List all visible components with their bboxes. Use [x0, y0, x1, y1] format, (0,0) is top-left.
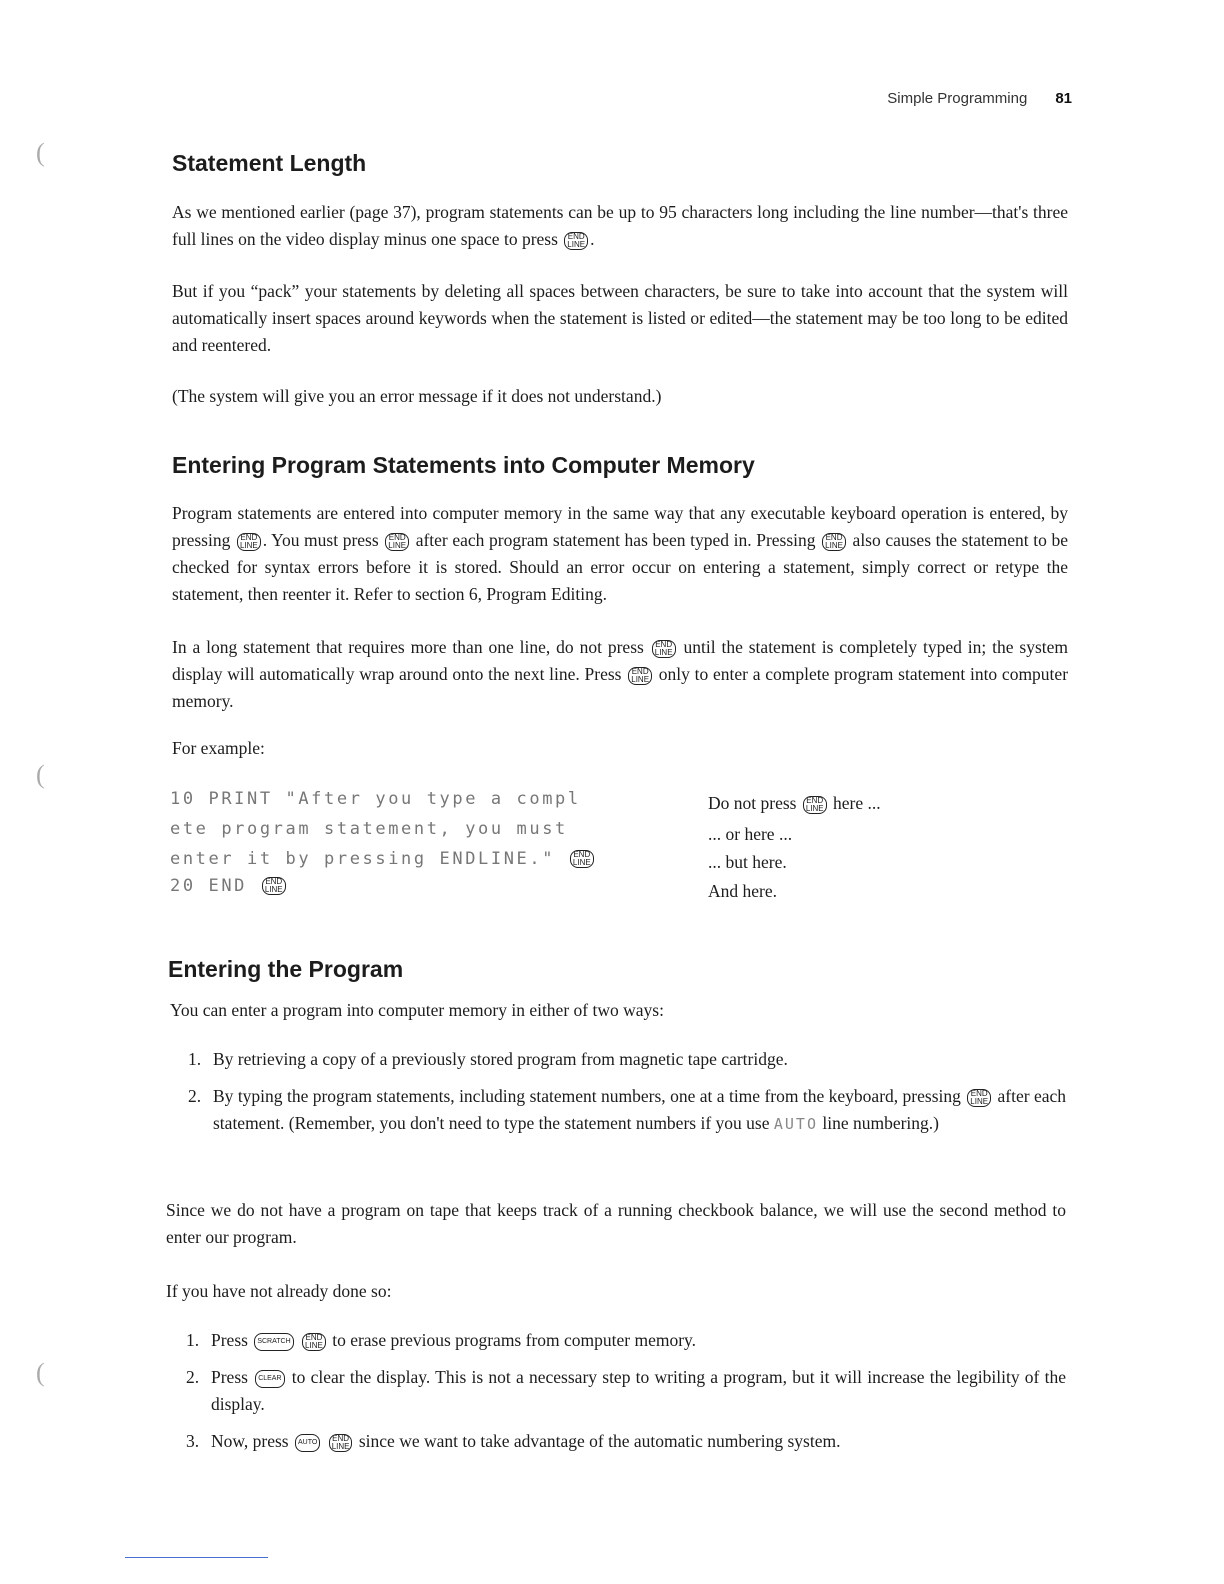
page-number: 81 [1055, 90, 1072, 107]
auto-key-icon: AUTO [295, 1434, 320, 1452]
annotation-note: ... but here. [708, 852, 787, 872]
heading-entering-statements: Entering Program Statements into Computer Memory [172, 452, 755, 478]
list-item: 2. By typing the program statements, including statement numbers, one at a time from the keyboard, pressing END LINE after each statement. (Remember, you don't need to type the statement numbers if you use AUTO line numbering.) [188, 1086, 1067, 1133]
text: . [590, 229, 595, 249]
paragraph [172, 634, 1068, 715]
paragraph: But if you “pack” your statements by deleting all spaces between characters, be sure to take into account that the system will automatically insert spaces around keywords when the statement is listed or edited—the statement may be too long to be edited and reentered. [172, 281, 1068, 355]
text: As we mentioned earlier (page 37), program statements can be up to 95 characters long including the line number—that's three full lines on the video display minus one space to press [172, 202, 1068, 249]
end-line-key-icon: END LINE [822, 533, 846, 551]
end-line-key-icon: END LINE [302, 1333, 326, 1351]
clear-key-icon: CLEAR [255, 1370, 284, 1388]
paragraph [172, 500, 1068, 608]
heading-entering-program: Entering the Program [168, 956, 404, 982]
end-line-key-icon: END LINE [262, 877, 286, 895]
paragraph: For example: [172, 738, 265, 758]
text: Program statements are entered into computer memory in the same way that any executable keyboard operation is entered, by pressing [172, 503, 1068, 550]
end-line-key-icon: END LINE [570, 850, 594, 868]
paragraph: (The system will give you an error message if it does not understand.) [172, 386, 662, 406]
end-line-key-icon: END LINE [803, 796, 827, 814]
text: . You must press [262, 530, 379, 550]
end-line-key-icon: END LINE [564, 232, 588, 250]
running-header [887, 90, 1072, 107]
text: until the statement is completely typed in; the system display will automatically wrap around onto the next line. Press [172, 637, 1069, 684]
code-line: ete program statement, you must [170, 819, 568, 839]
running-title: Simple Programming [887, 90, 1028, 107]
annotation-note: ... or here ... [708, 824, 793, 844]
margin-mark: ( [36, 760, 45, 789]
list-item: 3. Now, press AUTO END LINE since we want to take advantage of the automatic numbering system. [186, 1431, 841, 1451]
list-item: 2. Press CLEAR to clear the display. This is not a necessary step to writing a program, but it will increase the legibility of the display. [186, 1367, 1066, 1414]
paragraph: You can enter a program into computer memory in either of two ways: [170, 1000, 664, 1020]
text: after each program statement has been typed in. Pressing [415, 530, 816, 550]
end-line-key-icon: END LINE [628, 667, 652, 685]
heading-statement-length: Statement Length [172, 150, 367, 176]
end-line-key-icon: END LINE [237, 533, 261, 551]
steps-list [166, 1327, 1066, 1465]
paragraph: Since we do not have a program on tape that keeps track of a running checkbook balance, we will use the second method to enter our program. [166, 1200, 1066, 1247]
end-line-key-icon: END LINE [329, 1434, 353, 1452]
list-item: 1. By retrieving a copy of a previously stored program from magnetic tape cartridge. [188, 1049, 788, 1069]
text: also causes the statement to be checked for syntax errors before it is stored. Should an error occur on entering a statement, simply correct or retype the statement, then reenter it. Refer to section 6, Program Editing. [172, 530, 1069, 604]
margin-mark: ( [36, 138, 45, 167]
end-line-key-icon: END LINE [385, 533, 409, 551]
auto-keyword: AUTO [773, 1115, 818, 1133]
paragraph: If you have not already done so: [166, 1281, 392, 1301]
ways-list [168, 1046, 1066, 1148]
list-item: 1. Press SCRATCH END LINE to erase previous programs from computer memory. [186, 1330, 697, 1350]
end-line-key-icon: END LINE [967, 1089, 991, 1107]
text: only to enter a complete program statement into computer memory. [172, 664, 1069, 711]
text: In a long statement that requires more than one line, do not press [172, 637, 644, 657]
annotation-note: Do not press END LINE here ... [708, 793, 881, 813]
code-line: 20 END END LINE [170, 876, 288, 896]
annotation-note: And here. [708, 881, 778, 901]
scratch-key-icon: SCRATCH [254, 1333, 293, 1351]
code-line: 10 PRINT "After you type a compl [170, 789, 581, 809]
end-line-key-icon: END LINE [652, 640, 676, 658]
footer-rule [125, 1557, 268, 1558]
margin-mark: ( [36, 1358, 45, 1387]
paragraph [172, 199, 1068, 253]
code-line: enter it by pressing ENDLINE." END LINE [170, 849, 596, 869]
